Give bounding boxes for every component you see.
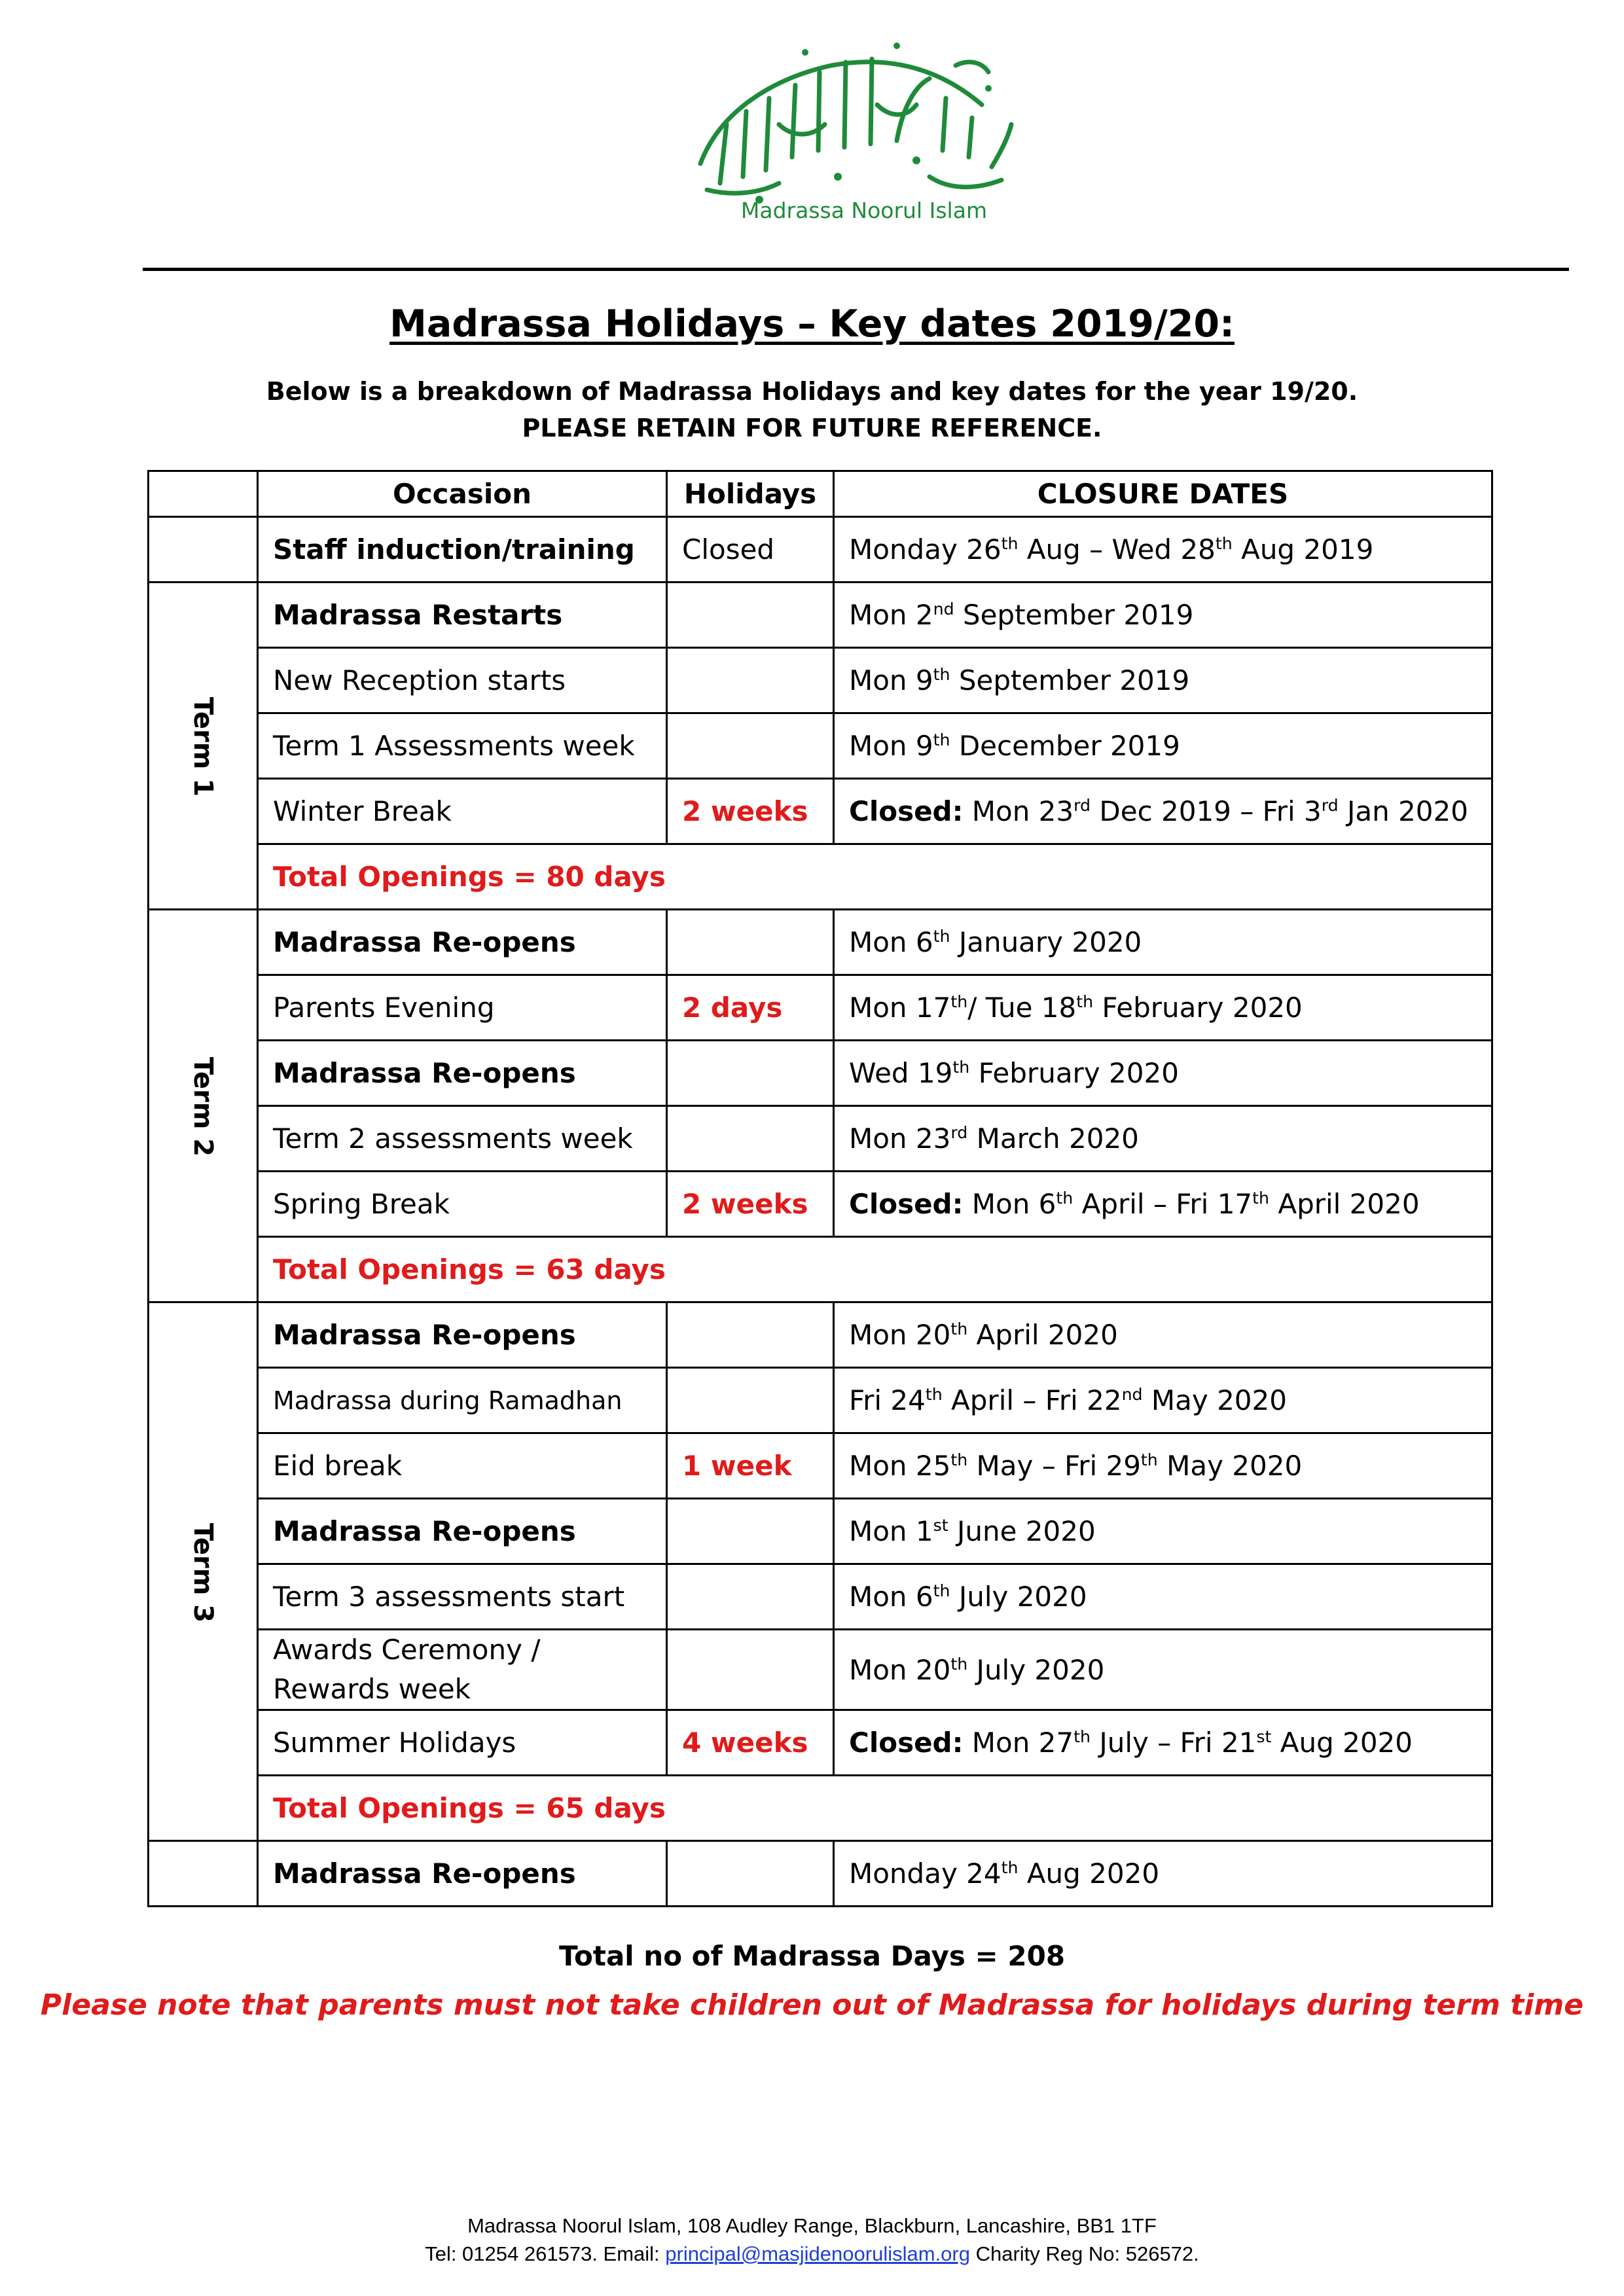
holidays-cell: Closed [667, 517, 834, 583]
holidays-cell [667, 583, 834, 648]
footer-address: Madrassa Noorul Islam, 108 Audley Range, Blackburn, Lancashire, BB1 1TF [467, 2214, 1157, 2237]
holidays-cell [667, 1106, 834, 1172]
term-1-label: Term 1 [187, 696, 218, 797]
holidays-cell: 4 weeks [667, 1710, 834, 1776]
occasion-cell: Term 3 assessments start [258, 1564, 667, 1630]
holidays-cell [667, 1841, 834, 1907]
occasion-cell: Parents Evening [258, 975, 667, 1041]
closure-date-cell: Mon 6th July 2020 [834, 1564, 1492, 1630]
logo-caption: Madrassa Noorul Islam [740, 198, 988, 223]
table-row [149, 1172, 1492, 1237]
term-label-cell [149, 1302, 258, 1841]
email-link[interactable]: principal@masjidenoorulislam.org [665, 2242, 970, 2265]
table-row [149, 1841, 1492, 1907]
occasion-cell: New Reception starts [258, 648, 667, 713]
holidays-cell [667, 648, 834, 713]
closure-date-cell: Mon 1st June 2020 [834, 1499, 1492, 1564]
holidays-cell [667, 1368, 834, 1433]
closure-date-cell: Mon 23rd March 2020 [834, 1106, 1492, 1172]
table-row [149, 1237, 1492, 1302]
table-row [149, 1433, 1492, 1499]
holidays-cell [667, 1041, 834, 1106]
occasion-cell: Madrassa Re-opens [258, 910, 667, 975]
holidays-cell [667, 713, 834, 779]
holidays-cell: 2 days [667, 975, 834, 1041]
header-closure-dates: CLOSURE DATES [834, 471, 1492, 517]
footer-tel: Tel: 01254 261573. Email: [425, 2242, 666, 2265]
table-row [149, 517, 1492, 583]
closure-date-cell: Monday 24th Aug 2020 [834, 1841, 1492, 1907]
page-title: Madrassa Holidays – Key dates 2019/20: [389, 302, 1235, 346]
retain-notice: PLEASE RETAIN FOR FUTURE REFERENCE. [522, 414, 1102, 442]
term-cell-empty [149, 517, 258, 583]
table-row [149, 1302, 1492, 1368]
table-row [149, 583, 1492, 648]
closure-date-cell: Mon 20th July 2020 [834, 1630, 1492, 1710]
table-row [149, 1106, 1492, 1172]
holidays-cell: 2 weeks [667, 779, 834, 844]
occasion-cell: Madrassa Re-opens [258, 1302, 667, 1368]
holidays-cell [667, 1302, 834, 1368]
table-header-row [149, 471, 1492, 517]
occasion-cell: Madrassa Re-opens [258, 1041, 667, 1106]
header-occasion: Occasion [258, 471, 667, 517]
closure-date-cell: Mon 25th May – Fri 29th May 2020 [834, 1433, 1492, 1499]
occasion-cell: Summer Holidays [258, 1710, 667, 1776]
table-row [149, 713, 1492, 779]
occasion-cell: Spring Break [258, 1172, 667, 1237]
term-label-cell [149, 583, 258, 910]
closure-date-cell: Mon 6th January 2020 [834, 910, 1492, 975]
closure-date-cell: Mon 20th April 2020 [834, 1302, 1492, 1368]
total-madrassa-days: Total no of Madrassa Days = 208 [558, 1940, 1066, 1972]
occasion-cell: Awards Ceremony / Rewards week [258, 1630, 667, 1710]
closure-date-cell: Closed: Mon 23rd Dec 2019 – Fri 3rd Jan 2020 [834, 779, 1492, 844]
holidays-cell [667, 1630, 834, 1710]
holidays-cell [667, 1564, 834, 1630]
occasion-cell: Staff induction/training [258, 517, 667, 583]
table-row [149, 844, 1492, 910]
term-cell-empty [149, 1841, 258, 1907]
footer-contact [0, 2242, 1624, 2266]
term-total-openings: Total Openings = 63 days [258, 1237, 1492, 1302]
term-time-holiday-warning: Please note that parents must not take children out of Madrassa for holidays during term time [40, 1988, 1584, 2022]
closure-date-cell: Mon 17th/ Tue 18th February 2020 [834, 975, 1492, 1041]
closure-date-cell: Wed 19th February 2020 [834, 1041, 1492, 1106]
table-row [149, 910, 1492, 975]
header-term-cell [149, 471, 258, 517]
term-total-openings: Total Openings = 65 days [258, 1776, 1492, 1841]
closure-date-cell: Closed: Mon 27th July – Fri 21st Aug 2020 [834, 1710, 1492, 1776]
table-row [149, 975, 1492, 1041]
holidays-cell: 1 week [667, 1433, 834, 1499]
occasion-cell: Term 1 Assessments week [258, 713, 667, 779]
term-2-label: Term 2 [187, 1056, 218, 1157]
occasion-cell: Madrassa during Ramadhan [258, 1368, 667, 1433]
closure-date-cell: Fri 24th April – Fri 22nd May 2020 [834, 1368, 1492, 1433]
holidays-cell: 2 weeks [667, 1172, 834, 1237]
occasion-cell: Madrassa Restarts [258, 583, 667, 648]
key-dates-table [147, 470, 1493, 1907]
header-holidays: Holidays [667, 471, 834, 517]
holidays-cell [667, 1499, 834, 1564]
table-row [149, 1630, 1492, 1710]
occasion-cell: Madrassa Re-opens [258, 1499, 667, 1564]
occasion-cell: Term 2 assessments week [258, 1106, 667, 1172]
occasion-cell: Eid break [258, 1433, 667, 1499]
table-row [149, 1368, 1492, 1433]
closure-date-cell: Mon 9th December 2019 [834, 713, 1492, 779]
term-total-openings: Total Openings = 80 days [258, 844, 1492, 910]
holidays-cell [667, 910, 834, 975]
table-row [149, 779, 1492, 844]
header-divider [143, 268, 1569, 271]
term-label-cell [149, 910, 258, 1302]
table-row [149, 648, 1492, 713]
occasion-cell: Winter Break [258, 779, 667, 844]
closure-date-cell: Closed: Mon 6th April – Fri 17th April 2020 [834, 1172, 1492, 1237]
table-row [149, 1499, 1492, 1564]
term-3-label: Term 3 [187, 1522, 218, 1623]
table-row [149, 1564, 1492, 1630]
table-row [149, 1041, 1492, 1106]
occasion-cell: Madrassa Re-opens [258, 1841, 667, 1907]
footer-charity: Charity Reg No: 526572. [969, 2242, 1199, 2265]
table-row [149, 1710, 1492, 1776]
page-subtitle: Below is a breakdown of Madrassa Holidays and key dates for the year 19/20. [266, 377, 1358, 406]
table-row [149, 1776, 1492, 1841]
closure-date-cell: Mon 9th September 2019 [834, 648, 1492, 713]
closure-date-cell: Monday 26th Aug – Wed 28th Aug 2019 [834, 517, 1492, 583]
closure-date-cell: Mon 2nd September 2019 [834, 583, 1492, 648]
